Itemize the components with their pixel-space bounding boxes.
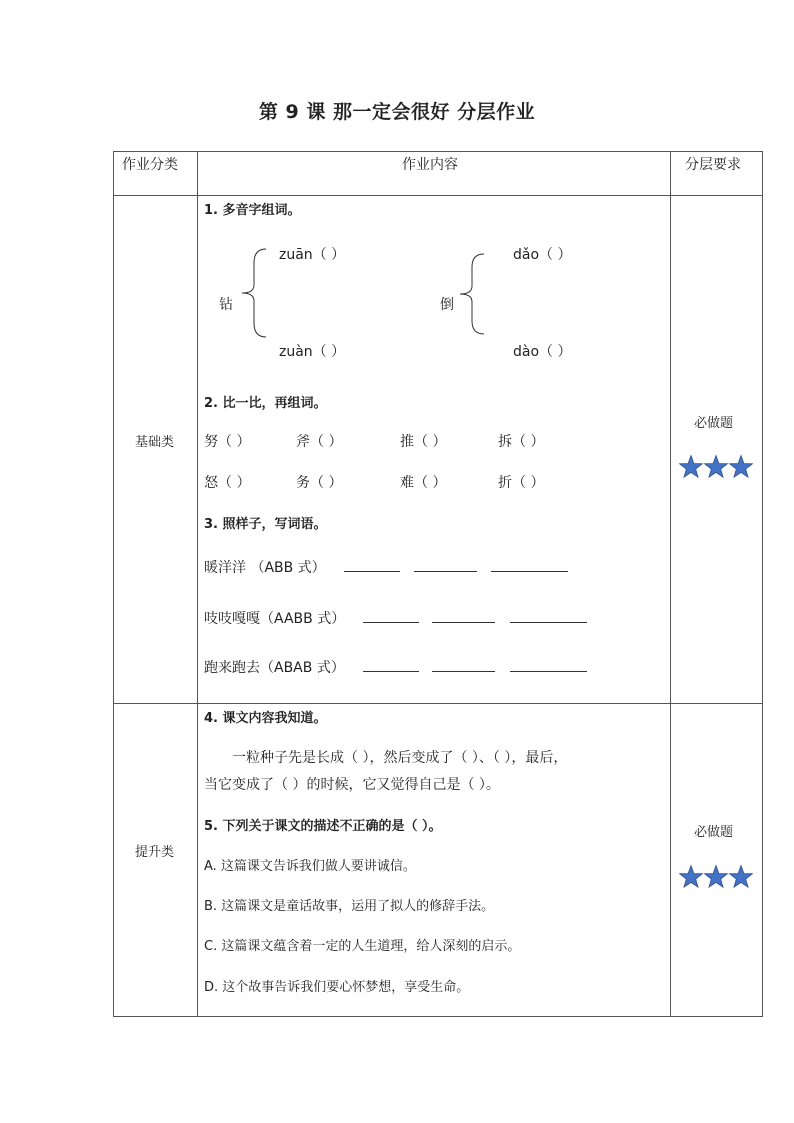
blank-line[interactable]	[510, 622, 587, 623]
header-divider	[113, 195, 763, 196]
requirement-advanced: 必做题	[694, 825, 734, 840]
blank-line[interactable]	[344, 571, 400, 572]
q1-label: 1. 多音字组词。	[204, 203, 301, 218]
row-divider	[113, 703, 763, 704]
q2-r1-4: 拆（ ）	[498, 434, 545, 450]
category-advanced: 提升类	[135, 845, 175, 860]
star-icon	[730, 456, 753, 478]
q2-r2-4: 折（ ）	[498, 475, 545, 491]
brace-zuan	[238, 247, 268, 339]
col-divider-1	[197, 151, 198, 1017]
q5-option-a[interactable]: A. 这篇课文告诉我们做人要讲诚信。	[204, 859, 416, 874]
zuan-bottom: zuàn（ ）	[279, 344, 346, 360]
q2-label: 2. 比一比，再组词。	[204, 396, 327, 411]
blank-line[interactable]	[363, 671, 419, 672]
blank-line[interactable]	[432, 622, 495, 623]
q2-r1-1: 努（ ）	[204, 434, 251, 450]
category-basic: 基础类	[135, 435, 175, 450]
char-dao: 倒	[440, 297, 454, 313]
blank-line[interactable]	[510, 671, 587, 672]
q5-option-b[interactable]: B. 这篇课文是童话故事，运用了拟人的修辞手法。	[204, 899, 495, 914]
q4-label: 4. 课文内容我知道。	[204, 711, 327, 726]
q2-r2-2: 务（ ）	[296, 475, 343, 491]
header-category: 作业分类	[122, 157, 178, 173]
requirement-basic: 必做题	[694, 416, 734, 431]
blank-line[interactable]	[432, 671, 495, 672]
star-icon	[730, 866, 753, 888]
star-icon	[680, 866, 703, 888]
three-stars-rating	[679, 454, 753, 480]
header-requirement: 分层要求	[685, 157, 741, 173]
char-zuan: 钻	[219, 297, 233, 313]
q4-line-1: 一粒种子先是长成（ ），然后变成了（ ）、（ ），最后，	[232, 750, 568, 766]
q4-line-2: 当它变成了（ ）的时候，它又觉得自己是（ ）。	[204, 777, 500, 793]
q2-r2-3: 难（ ）	[400, 475, 447, 491]
zuan-top: zuān（ ）	[279, 247, 346, 263]
q5-option-c[interactable]: C. 这篇课文蕴含着一定的人生道理，给人深刻的启示。	[204, 939, 521, 954]
page-title: 第 9 课 那一定会很好 分层作业	[258, 101, 536, 123]
blank-line[interactable]	[414, 571, 477, 572]
homework-table	[113, 151, 763, 1017]
blank-line[interactable]	[363, 622, 419, 623]
q2-r1-2: 斧（ ）	[296, 434, 343, 450]
q5-label: 5. 下列关于课文的描述不正确的是（ ）。	[204, 819, 442, 834]
q2-r2-1: 怒（ ）	[204, 475, 251, 491]
col-divider-2	[670, 151, 671, 1017]
q3-label: 3. 照样子，写词语。	[204, 517, 327, 532]
q3-item-3: 跑来跑去（ABAB 式）	[204, 660, 345, 676]
dao-bottom: dào（ ）	[513, 344, 572, 360]
star-icon	[705, 456, 728, 478]
header-content: 作业内容	[402, 157, 458, 173]
q5-option-d[interactable]: D. 这个故事告诉我们要心怀梦想，享受生命。	[204, 980, 470, 995]
dao-top: dǎo（ ）	[513, 247, 572, 263]
star-icon	[680, 456, 703, 478]
three-stars-rating	[679, 864, 753, 890]
q3-item-2: 吱吱嘎嘎（AABB 式）	[204, 611, 346, 627]
brace-dao	[456, 252, 486, 336]
q3-item-1: 暖洋洋 （ABB 式）	[204, 560, 326, 576]
star-icon	[705, 866, 728, 888]
blank-line[interactable]	[491, 571, 568, 572]
q2-r1-3: 推（ ）	[400, 434, 447, 450]
